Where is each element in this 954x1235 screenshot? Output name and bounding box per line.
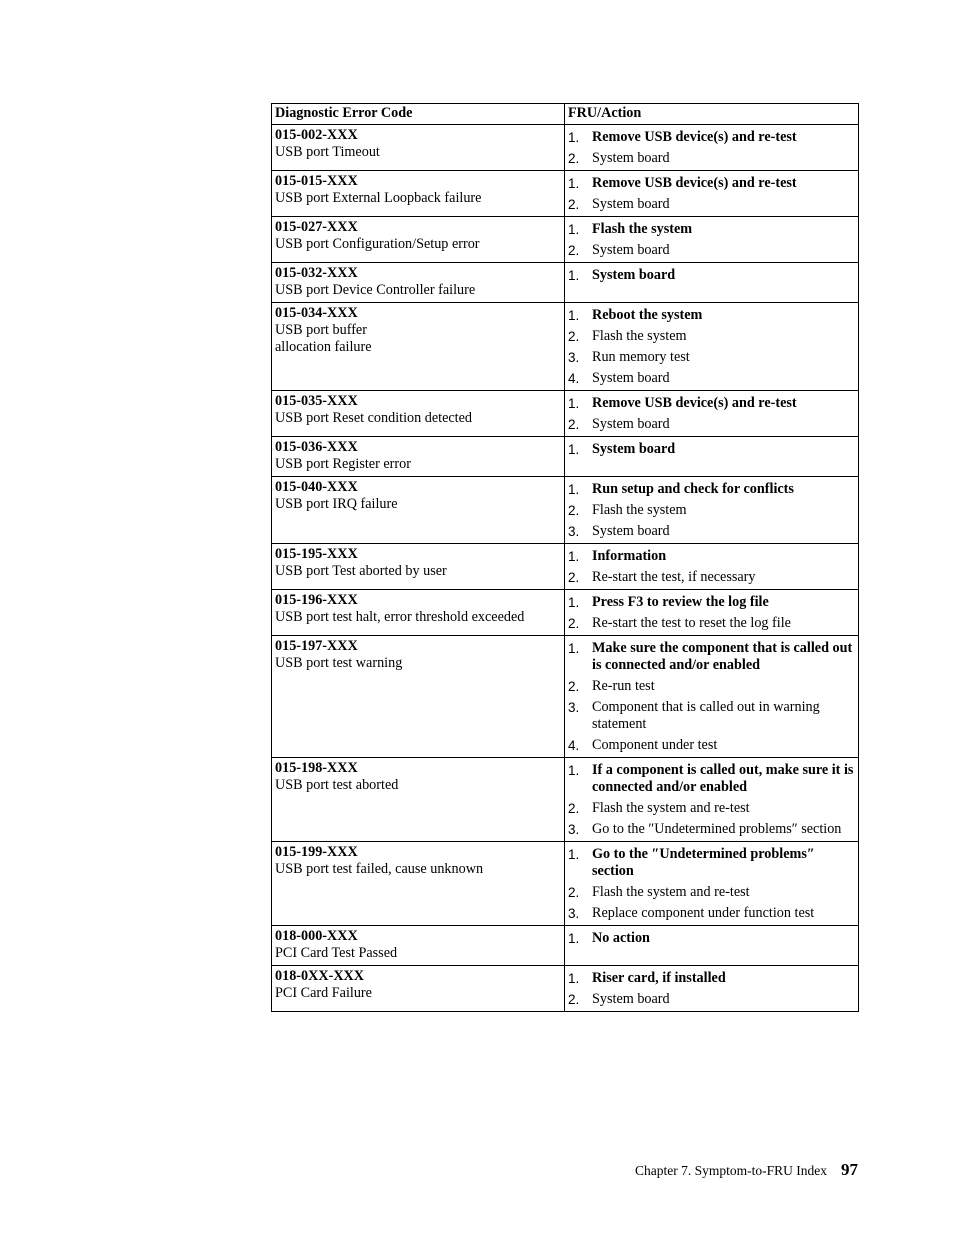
step-number: 1. (568, 641, 580, 656)
fru-action-cell (565, 842, 859, 926)
error-code-cell (272, 263, 565, 303)
action-step (568, 307, 854, 324)
fru-action-cell (565, 758, 859, 842)
table-row (272, 437, 859, 477)
table-body (272, 125, 859, 1012)
table-row (272, 966, 859, 1012)
fru-action-cell (565, 966, 859, 1012)
step-text: System board (592, 267, 676, 283)
page-footer (635, 1160, 858, 1180)
action-list (568, 930, 854, 947)
error-code: 015-034-XXX (275, 305, 358, 321)
table-row (272, 171, 859, 217)
error-code-cell (272, 437, 565, 477)
action-step (568, 523, 854, 540)
action-step (568, 221, 854, 238)
error-code: 018-000-XXX (275, 928, 358, 944)
action-list (568, 762, 854, 838)
step-number: 1. (568, 222, 580, 237)
error-code: 015-036-XXX (275, 439, 358, 455)
error-description: USB port test halt, error threshold exceeded (275, 609, 525, 625)
step-text: Remove USB device(s) and re-test (592, 175, 797, 191)
step-text: Re-start the test to reset the log file (592, 615, 791, 631)
step-number: 2. (568, 503, 580, 518)
step-number: 1. (568, 549, 580, 564)
action-list (568, 267, 854, 284)
step-number: 2. (568, 329, 580, 344)
step-text: Riser card, if installed (592, 970, 726, 986)
step-text: No action (592, 930, 650, 946)
error-code: 015-035-XXX (275, 393, 358, 409)
action-list (568, 129, 854, 167)
step-text: Run setup and check for conflicts (592, 481, 794, 497)
error-code-cell (272, 758, 565, 842)
error-code-cell (272, 217, 565, 263)
fru-action-cell (565, 590, 859, 636)
step-number: 2. (568, 570, 580, 585)
step-text: Re-start the test, if necessary (592, 569, 756, 585)
step-number: 4. (568, 371, 580, 386)
action-step (568, 821, 854, 838)
error-description: USB port External Loopback failure (275, 190, 482, 206)
step-number: 1. (568, 130, 580, 145)
step-text: Flash the system (592, 328, 687, 344)
error-code: 015-032-XXX (275, 265, 358, 281)
action-list (568, 481, 854, 540)
action-step (568, 267, 854, 284)
error-code-cell (272, 926, 565, 966)
action-step (568, 800, 854, 817)
step-text: System board (592, 196, 670, 212)
table-row (272, 926, 859, 966)
error-code: 015-198-XXX (275, 760, 358, 776)
page-number: 97 (841, 1160, 858, 1179)
step-number: 3. (568, 524, 580, 539)
error-description: USB port Device Controller failure (275, 282, 476, 298)
step-number: 1. (568, 482, 580, 497)
action-step (568, 615, 854, 632)
action-step (568, 370, 854, 387)
step-text: Flash the system and re-test (592, 800, 750, 816)
action-step (568, 502, 854, 519)
action-list (568, 441, 854, 458)
action-list (568, 594, 854, 632)
error-code-cell (272, 125, 565, 171)
fru-action-cell (565, 125, 859, 171)
table-row (272, 590, 859, 636)
action-step (568, 395, 854, 412)
step-text: Replace component under function test (592, 905, 815, 921)
table-row (272, 391, 859, 437)
error-description: PCI Card Failure (275, 985, 372, 1001)
error-code: 015-015-XXX (275, 173, 358, 189)
action-step (568, 481, 854, 498)
step-number: 2. (568, 243, 580, 258)
table-row (272, 477, 859, 544)
header-diagnostic-error-code: Diagnostic Error Code (272, 104, 565, 125)
table-row (272, 842, 859, 926)
error-description: USB port Test aborted by user (275, 563, 447, 579)
action-step (568, 242, 854, 259)
fru-action-cell (565, 263, 859, 303)
action-step (568, 884, 854, 901)
step-number: 2. (568, 801, 580, 816)
fru-action-cell (565, 303, 859, 391)
error-code-cell (272, 303, 565, 391)
step-number: 1. (568, 308, 580, 323)
error-code: 015-197-XXX (275, 638, 358, 654)
error-code: 015-195-XXX (275, 546, 358, 562)
step-number: 2. (568, 616, 580, 631)
step-text: System board (592, 150, 670, 166)
action-list (568, 970, 854, 1008)
action-step (568, 640, 854, 674)
step-text: Remove USB device(s) and re-test (592, 129, 797, 145)
step-number: 1. (568, 971, 580, 986)
action-list (568, 548, 854, 586)
table-row (272, 758, 859, 842)
action-step (568, 905, 854, 922)
step-number: 3. (568, 350, 580, 365)
error-code-cell (272, 477, 565, 544)
fru-action-cell (565, 171, 859, 217)
error-description: USB port Register error (275, 456, 411, 472)
step-text: Flash the system (592, 221, 693, 237)
step-text: Remove USB device(s) and re-test (592, 395, 797, 411)
action-step (568, 328, 854, 345)
table-row (272, 544, 859, 590)
error-description: USB port IRQ failure (275, 496, 398, 512)
action-step (568, 548, 854, 565)
step-text: Flash the system and re-test (592, 884, 750, 900)
error-code-cell (272, 171, 565, 217)
error-description: USB port Timeout (275, 144, 380, 160)
fru-action-cell (565, 437, 859, 477)
action-step (568, 737, 854, 754)
action-step (568, 991, 854, 1008)
step-text: System board (592, 242, 670, 258)
action-step (568, 416, 854, 433)
step-text: Make sure the component that is called out is connected and/or enabled (592, 640, 853, 673)
step-number: 2. (568, 679, 580, 694)
step-number: 2. (568, 992, 580, 1007)
step-number: 2. (568, 417, 580, 432)
step-number: 1. (568, 176, 580, 191)
table-row (272, 303, 859, 391)
action-list (568, 221, 854, 259)
step-number: 2. (568, 197, 580, 212)
action-step (568, 699, 854, 733)
step-number: 4. (568, 738, 580, 753)
step-text: Go to the ″Undetermined problems″ section (592, 846, 815, 879)
error-description: USB port buffer (275, 322, 367, 338)
table-row (272, 263, 859, 303)
step-text: System board (592, 991, 670, 1007)
step-text: Information (592, 548, 667, 564)
error-description: PCI Card Test Passed (275, 945, 398, 961)
error-code-cell (272, 636, 565, 758)
action-list (568, 640, 854, 754)
table-row (272, 636, 859, 758)
step-number: 2. (568, 151, 580, 166)
error-code: 015-040-XXX (275, 479, 358, 495)
error-code: 015-002-XXX (275, 127, 358, 143)
action-step (568, 930, 854, 947)
step-number: 3. (568, 822, 580, 837)
step-number: 1. (568, 595, 580, 610)
error-code-cell (272, 391, 565, 437)
error-description: USB port Configuration/Setup error (275, 236, 480, 252)
error-code-cell (272, 966, 565, 1012)
action-step (568, 150, 854, 167)
error-description: allocation failure (275, 339, 372, 355)
step-text: Component that is called out in warning statement (592, 699, 820, 732)
step-text: Component under test (592, 737, 718, 753)
action-list (568, 175, 854, 213)
action-step (568, 569, 854, 586)
step-text: If a component is called out, make sure it is connected and/or enabled (592, 762, 854, 795)
fru-action-cell (565, 636, 859, 758)
fru-action-cell (565, 391, 859, 437)
step-text: Run memory test (592, 349, 690, 365)
fru-action-cell (565, 217, 859, 263)
error-code-cell (272, 544, 565, 590)
action-step (568, 349, 854, 366)
step-number: 1. (568, 268, 580, 283)
action-step (568, 846, 854, 880)
error-code: 015-199-XXX (275, 844, 358, 860)
fru-action-cell (565, 477, 859, 544)
action-step (568, 762, 854, 796)
step-text: Flash the system (592, 502, 687, 518)
action-list (568, 846, 854, 922)
step-text: System board (592, 441, 676, 457)
step-text: System board (592, 416, 670, 432)
chapter-title: Chapter 7. Symptom-to-FRU Index (635, 1163, 827, 1178)
error-description: USB port test warning (275, 655, 403, 671)
header-fru-action: FRU/Action (565, 104, 859, 125)
error-description: USB port Reset condition detected (275, 410, 473, 426)
table-header-row (272, 104, 859, 125)
fru-action-cell (565, 544, 859, 590)
action-step (568, 970, 854, 987)
error-code: 015-027-XXX (275, 219, 358, 235)
step-number: 2. (568, 885, 580, 900)
table-row (272, 125, 859, 171)
step-text: Reboot the system (592, 307, 703, 323)
error-description: USB port test aborted (275, 777, 399, 793)
error-code: 015-196-XXX (275, 592, 358, 608)
error-description: USB port test failed, cause unknown (275, 861, 484, 877)
action-list (568, 395, 854, 433)
action-step (568, 196, 854, 213)
step-number: 3. (568, 700, 580, 715)
step-number: 1. (568, 442, 580, 457)
fru-table (271, 103, 859, 1012)
action-step (568, 594, 854, 611)
error-code: 018-0XX-XXX (275, 968, 365, 984)
step-text: System board (592, 523, 670, 539)
action-step (568, 129, 854, 146)
action-list (568, 307, 854, 387)
error-code-cell (272, 590, 565, 636)
step-number: 1. (568, 396, 580, 411)
action-step (568, 441, 854, 458)
table-row (272, 217, 859, 263)
step-text: System board (592, 370, 670, 386)
step-text: Go to the ″Undetermined problems″ section (592, 821, 842, 837)
step-text: Press F3 to review the log file (592, 594, 769, 610)
action-step (568, 678, 854, 695)
step-number: 1. (568, 847, 580, 862)
action-step (568, 175, 854, 192)
step-number: 1. (568, 763, 580, 778)
step-text: Re-run test (592, 678, 655, 694)
error-code-cell (272, 842, 565, 926)
step-number: 1. (568, 931, 580, 946)
fru-action-cell (565, 926, 859, 966)
step-number: 3. (568, 906, 580, 921)
